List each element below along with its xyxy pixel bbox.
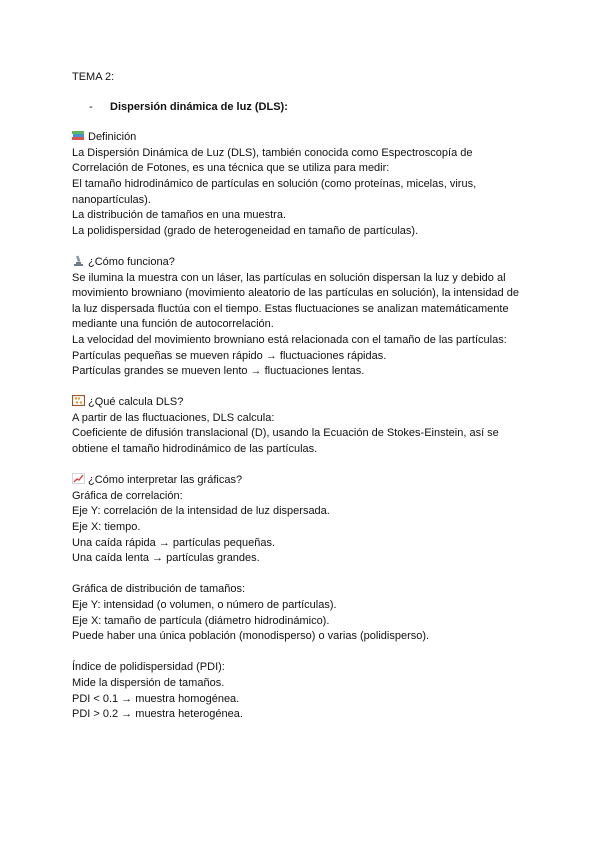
microscope-icon xyxy=(72,255,85,266)
text-line: Una caída rápida → partículas pequeñas. xyxy=(72,536,276,549)
text-line: Eje X: tiempo. xyxy=(72,521,141,534)
text-line: Correlación de Fotones, es una técnica que se utiliza para medir: xyxy=(72,162,390,175)
graficas-heading: ¿Cómo interpretar las gráficas? xyxy=(72,473,532,489)
text-line: la luz dispersada fluctúa con el tiempo. Estas fluctuaciones se analizan matemáticamente xyxy=(72,302,509,315)
text-line: Coeficiente de difusión translacional (D), usando la Ecuación de Stokes-Einstein, así se xyxy=(72,427,499,440)
text-line: movimiento browniano (movimiento aleatorio de las partículas en solución), la intensidad de xyxy=(72,287,519,300)
text-line: El tamaño hidrodinámico de partículas en solución (como proteínas, micelas, virus, xyxy=(72,177,477,190)
abacus-icon xyxy=(72,395,85,406)
text-line: Puede haber una única población (monodisperso) o varias (polidisperso). xyxy=(72,630,430,643)
text-line: Gráfica de correlación: xyxy=(72,489,183,502)
graficas-section xyxy=(72,473,532,567)
text-line: La Dispersión Dinámica de Luz (DLS), también conocida como Espectroscopía de xyxy=(72,146,473,159)
text-line: nanopartículas). xyxy=(72,193,151,206)
text-line: Mide la dispersión de tamaños. xyxy=(72,676,225,689)
distribucion-section xyxy=(72,582,532,644)
text-line: obtiene el tamaño hidrodinámico de las partículas. xyxy=(72,443,318,456)
text-line: Gráfica de distribución de tamaños: xyxy=(72,583,246,596)
funciona-section xyxy=(72,255,532,380)
text-line: La polidispersidad (grado de heterogeneidad en tamaño de partículas). xyxy=(72,224,419,237)
section-bullet xyxy=(72,100,532,116)
text-line: Eje Y: correlación de la intensidad de luz dispersada. xyxy=(72,505,330,518)
document-page xyxy=(72,70,532,723)
text-line: PDI < 0.1 → muestra homogénea. xyxy=(72,692,240,705)
text-line: Una caída lenta → partículas grandes. xyxy=(72,552,260,565)
funciona-heading: ¿Cómo funciona? xyxy=(72,255,532,271)
calcula-section xyxy=(72,395,532,457)
pdi-section xyxy=(72,660,532,722)
text-line: La velocidad del movimiento browniano está relacionada con el tamaño de las partículas: xyxy=(72,333,507,346)
books-icon xyxy=(72,130,85,141)
text-line: mediante una función de autocorrelación. xyxy=(72,318,274,331)
text-line: Eje Y: intensidad (o volumen, o número de partículas). xyxy=(72,599,337,611)
text-line: Partículas pequeñas se mueven rápido → fluctuaciones rápidas. xyxy=(72,349,387,362)
text-line: Eje X: tamaño de partícula (diámetro hidrodinámico). xyxy=(72,614,330,627)
calcula-heading: ¿Qué calcula DLS? xyxy=(72,395,532,411)
text-line: PDI > 0.2 → muestra heterogénea. xyxy=(72,708,243,721)
section-title: Dispersión dinámica de luz (DLS): xyxy=(110,100,288,113)
chart-increasing-icon xyxy=(72,473,85,484)
text-line: A partir de las fluctuaciones, DLS calcula: xyxy=(72,411,275,424)
text-line: Índice de polidispersidad (PDI): xyxy=(72,661,225,674)
text-line: La distribución de tamaños en una muestra. xyxy=(72,209,287,222)
bullet-dash: - xyxy=(89,100,93,113)
definicion-section xyxy=(72,130,532,239)
text-line: Partículas grandes se mueven lento → fluctuaciones lentas. xyxy=(72,365,365,378)
text-line: Se ilumina la muestra con un láser, las partículas en solución dispersan la luz y debido al xyxy=(72,271,506,284)
page-title: TEMA 2: xyxy=(72,71,115,83)
definicion-heading: Definición xyxy=(72,130,532,146)
